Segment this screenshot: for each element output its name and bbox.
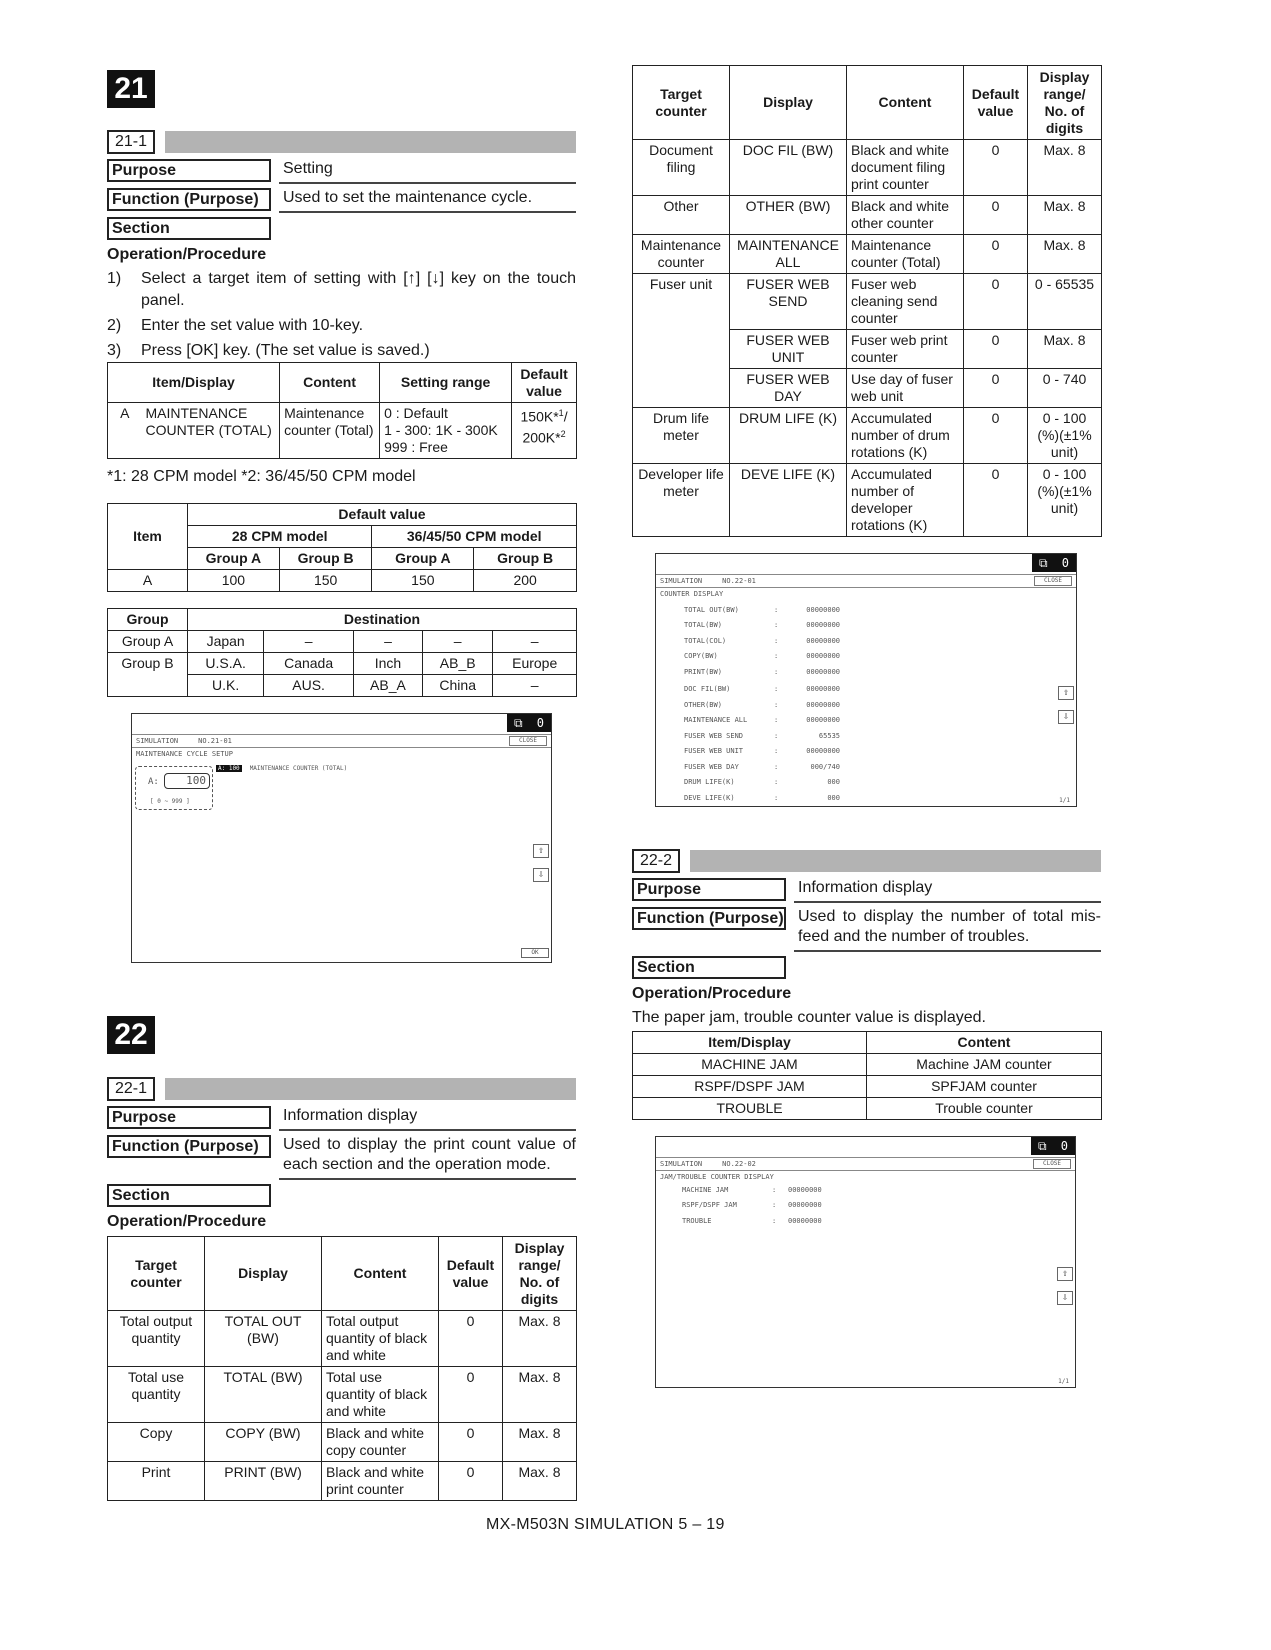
sim-number: NO.22-01 xyxy=(722,577,756,585)
sim-22-01-screen xyxy=(655,553,1077,807)
section-22-number: 22 xyxy=(107,1016,155,1054)
ok-button[interactable]: OK xyxy=(521,948,549,958)
list-item: TROUBLE : 00000000 xyxy=(682,1216,822,1225)
table-row: FUSER WEB UNIT Fuser web print counter 0 Max. 8 xyxy=(633,330,1102,369)
sim-title: SIMULATION xyxy=(660,577,703,585)
maintenance-setting-table: Item/Display Content Setting range Default value A MAINTENANCE COUNTER (TOTAL) Maintenance counter (Total) 0 : Default 1 - 300: 1K - 300K 999 : Free 150K*$^1$/ 200K*$^2$ xyxy=(107,362,577,459)
section-22-2 xyxy=(632,848,1101,1027)
list-item: MACHINE JAM : 00000000 xyxy=(682,1185,822,1194)
table-row: TROUBLE Trouble counter xyxy=(633,1098,1102,1120)
table-row: Group B U.S.A. Canada Inch AB_B Europe xyxy=(108,653,577,675)
model-note: *1: 28 CPM model *2: 36/45/50 CPM model xyxy=(107,468,416,485)
purpose-value: Information display xyxy=(279,1106,576,1131)
screen-subtitle: JAM/TROUBLE COUNTER DISPLAY xyxy=(660,1173,774,1181)
screen-subtitle: MAINTENANCE CYCLE SETUP xyxy=(136,750,233,758)
list-item: MAINTENANCE ALL : 00000000 xyxy=(684,716,840,725)
list-item: 1) Select a target item of setting with [↑] [↓] key on the touch panel. xyxy=(107,270,576,309)
list-item: 2) Enter the set value with 10-key. xyxy=(107,317,364,334)
list-item: FUSER WEB DAY : 000/740 xyxy=(684,762,840,771)
table-row: Print PRINT (BW) Black and white print counter 0 Max. 8 xyxy=(108,1462,577,1501)
selected-item-row[interactable]: A: 100 MAINTENANCE COUNTER (TOTAL) xyxy=(218,765,348,772)
subsection-number: 22-2 xyxy=(632,849,680,873)
sim-number: NO.21-01 xyxy=(198,737,232,745)
function-label: Function (Purpose) xyxy=(632,907,786,930)
section-21-1 xyxy=(107,129,576,365)
list-item: RSPF/DSPF JAM : 00000000 xyxy=(682,1201,822,1210)
list-item: DRUM LIFE(K) : 000 xyxy=(684,778,840,787)
table-row: U.K. AUS. AB_A China – xyxy=(108,675,577,697)
table-row: Drum life meter DRUM LIFE (K) Accumulated number of drum rotations (K) 0 0 - 100 (%)(±1% unit) xyxy=(633,408,1102,464)
operation-heading: Operation/Procedure xyxy=(107,246,267,263)
counter-display: ⧉ 0 xyxy=(507,714,551,732)
table-row: Total use quantity TOTAL (BW) Total use quantity of black and white 0 Max. 8 xyxy=(108,1367,577,1423)
steps-list xyxy=(107,268,576,362)
subsection-number: 22-1 xyxy=(107,1077,155,1101)
counter-table-part1: Target counter Display Content Default value Display range/ No. of digits Total output quantity TOTAL OUT (BW) Total output quantity of black and white 0 Max. 8 Total use quantity TOTAL (BW) Total use quantity of black and white 0 Max. 8 Copy COPY (BW) Black and white copy counter 0 Max. 8 Print PRINT (BW) Black and white print counter 0 Max. 8 xyxy=(107,1236,577,1501)
subsection-number: 21-1 xyxy=(107,130,155,154)
copy-icon: ⧉ xyxy=(1039,555,1048,570)
table-row: Group A Japan – – – – xyxy=(108,631,577,653)
function-value: Used to set the maintenance cycle. xyxy=(279,188,576,213)
list-item: PRINT(BW) : 00000000 xyxy=(684,667,840,676)
screen-subtitle: COUNTER DISPLAY xyxy=(660,590,724,598)
table-row: Copy COPY (BW) Black and white copy counter 0 Max. 8 xyxy=(108,1423,577,1462)
purpose-value: Information display xyxy=(794,878,1101,903)
list-item: TOTAL(BW) : 00000000 xyxy=(684,621,840,630)
section-label: Section xyxy=(107,217,271,240)
table-row: Developer life meter DEVE LIFE (K) Accumulated number of developer rotations (K) 0 0 - 100 (%)(±1% unit) xyxy=(633,464,1102,537)
purpose-label: Purpose xyxy=(632,878,786,901)
table-row: Document filing DOC FIL (BW) Black and white document filing print counter 0 Max. 8 xyxy=(633,140,1102,196)
jam-trouble-table: Item/Display Content MACHINE JAM Machine JAM counter RSPF/DSPF JAM SPFJAM counter TROUBLE Trouble counter xyxy=(632,1031,1102,1120)
close-button[interactable]: CLOSE xyxy=(509,736,547,746)
sim-title: SIMULATION xyxy=(660,1160,703,1168)
down-arrow-button[interactable]: ⇩ xyxy=(1057,1291,1073,1305)
value-input[interactable]: 100 xyxy=(164,773,210,789)
table-row: Other OTHER (BW) Black and white other counter 0 Max. 8 xyxy=(633,196,1102,235)
function-value: Used to display the number of total mis-feed and the number of troubles. xyxy=(794,907,1101,952)
purpose-value: Setting xyxy=(279,159,576,184)
list-item: DEVE LIFE(K) : 000 xyxy=(684,793,840,802)
counter-list xyxy=(682,1182,838,1229)
page-footer: MX-M503N SIMULATION 5 – 19 xyxy=(486,1516,725,1533)
copy-icon: ⧉ xyxy=(514,715,523,730)
list-item: 3) Press [OK] key. (The set value is saved.) xyxy=(107,342,430,359)
counter-table-part2: Target counter Display Content Default value Display range/ No. of digits Document filing DOC FIL (BW) Black and white document filing print counter 0 Max. 8 Other OTHER (BW) Black and white other counter 0 Max. 8 Maintenance counter MAINTENANCE ALL Maintenance counter (Total) 0 Max. 8 Fuser unit FUSER WEB SEND Fuser web cleaning send counter 0 0 - 65535 FUSER WEB UNIT Fuser web print counter 0 Max. 8 FUSER WEB DAY Use day of fuser web unit 0 0 - 740 Drum life meter DRUM LIFE (K) Accumulated number of drum rotations (K) 0 0 - 100 (%)(±1% unit) Developer life meter DEVE LIFE (K) Accumulated number of developer rotations (K) 0 0 - 100 (%)(±1% unit) xyxy=(632,65,1102,537)
list-item: DOC FIL(BW) : 00000000 xyxy=(684,685,840,694)
function-value: Used to display the print count value of each section and the operation mode. xyxy=(279,1135,576,1180)
list-item: OTHER(BW) : 00000000 xyxy=(684,700,840,709)
section-label: Section xyxy=(632,956,786,979)
sim-title: SIMULATION xyxy=(136,737,179,745)
copy-icon: ⧉ xyxy=(1038,1138,1047,1153)
default-value-table: Item Default value 28 CPM model 36/45/50 CPM model Group A Group B Group A Group B A 100 150 150 200 xyxy=(107,503,577,592)
table-row: Total output quantity TOTAL OUT (BW) Total output quantity of black and white 0 Max. 8 xyxy=(108,1311,577,1367)
destination-table: Group Destination Group A Japan – – – – Group B U.S.A. Canada Inch AB_B Europe U.K. AUS. AB_A China – xyxy=(107,608,577,697)
page-indicator: 1/1 xyxy=(1059,797,1070,804)
table-row: A MAINTENANCE COUNTER (TOTAL) Maintenance counter (Total) 0 : Default 1 - 300: 1K - 300K 999 : Free 150K*$^1$/ 200K*$^2$ xyxy=(108,403,577,459)
page-indicator: 1/1 xyxy=(1058,1378,1069,1385)
list-item: TOTAL(COL) : 00000000 xyxy=(684,636,840,645)
section-label: Section xyxy=(107,1184,271,1207)
list-item: COPY(BW) : 00000000 xyxy=(684,652,840,661)
sim-number: NO.22-02 xyxy=(722,1160,756,1168)
operation-heading: Operation/Procedure xyxy=(107,1213,267,1230)
table-row: RSPF/DSPF JAM SPFJAM counter xyxy=(633,1076,1102,1098)
counter-display: ⧉ 0 xyxy=(1032,554,1076,572)
section-21-number: 21 xyxy=(107,70,155,108)
function-label: Function (Purpose) xyxy=(107,188,271,211)
up-arrow-button[interactable]: ⇧ xyxy=(1058,686,1074,700)
counter-display: ⧉ 0 xyxy=(1031,1137,1075,1155)
close-button[interactable]: CLOSE xyxy=(1033,1159,1071,1169)
table-row: Maintenance counter MAINTENANCE ALL Maintenance counter (Total) 0 Max. 8 xyxy=(633,235,1102,274)
section-22-1 xyxy=(107,1076,576,1231)
table-row: A 100 150 150 200 xyxy=(108,570,577,592)
close-button[interactable]: CLOSE xyxy=(1034,576,1072,586)
list-item: FUSER WEB UNIT : 00000000 xyxy=(684,747,840,756)
purpose-label: Purpose xyxy=(107,159,271,182)
description-text: The paper jam, trouble counter value is displayed. xyxy=(632,1009,986,1026)
list-item: FUSER WEB SEND : 65535 xyxy=(684,731,840,740)
function-label: Function (Purpose) xyxy=(107,1135,271,1158)
table-row: FUSER WEB DAY Use day of fuser web unit 0 0 - 740 xyxy=(633,369,1102,408)
counter-list xyxy=(684,602,840,806)
up-arrow-button[interactable]: ⇧ xyxy=(533,844,549,858)
up-arrow-button[interactable]: ⇧ xyxy=(1057,1267,1073,1281)
list-item: TOTAL OUT(BW) : 00000000 xyxy=(684,605,840,614)
input-box-group: A: 100 [ 0 ~ 999 ] xyxy=(135,766,213,810)
table-row: Fuser unit FUSER WEB SEND Fuser web cleaning send counter 0 0 - 65535 xyxy=(633,274,1102,330)
down-arrow-button[interactable]: ⇩ xyxy=(533,868,549,882)
sim-21-01-screen xyxy=(131,713,552,963)
operation-heading: Operation/Procedure xyxy=(632,985,792,1002)
purpose-label: Purpose xyxy=(107,1106,271,1129)
table-row: MACHINE JAM Machine JAM counter xyxy=(633,1054,1102,1076)
sim-22-02-screen xyxy=(655,1136,1076,1388)
down-arrow-button[interactable]: ⇩ xyxy=(1058,710,1074,724)
